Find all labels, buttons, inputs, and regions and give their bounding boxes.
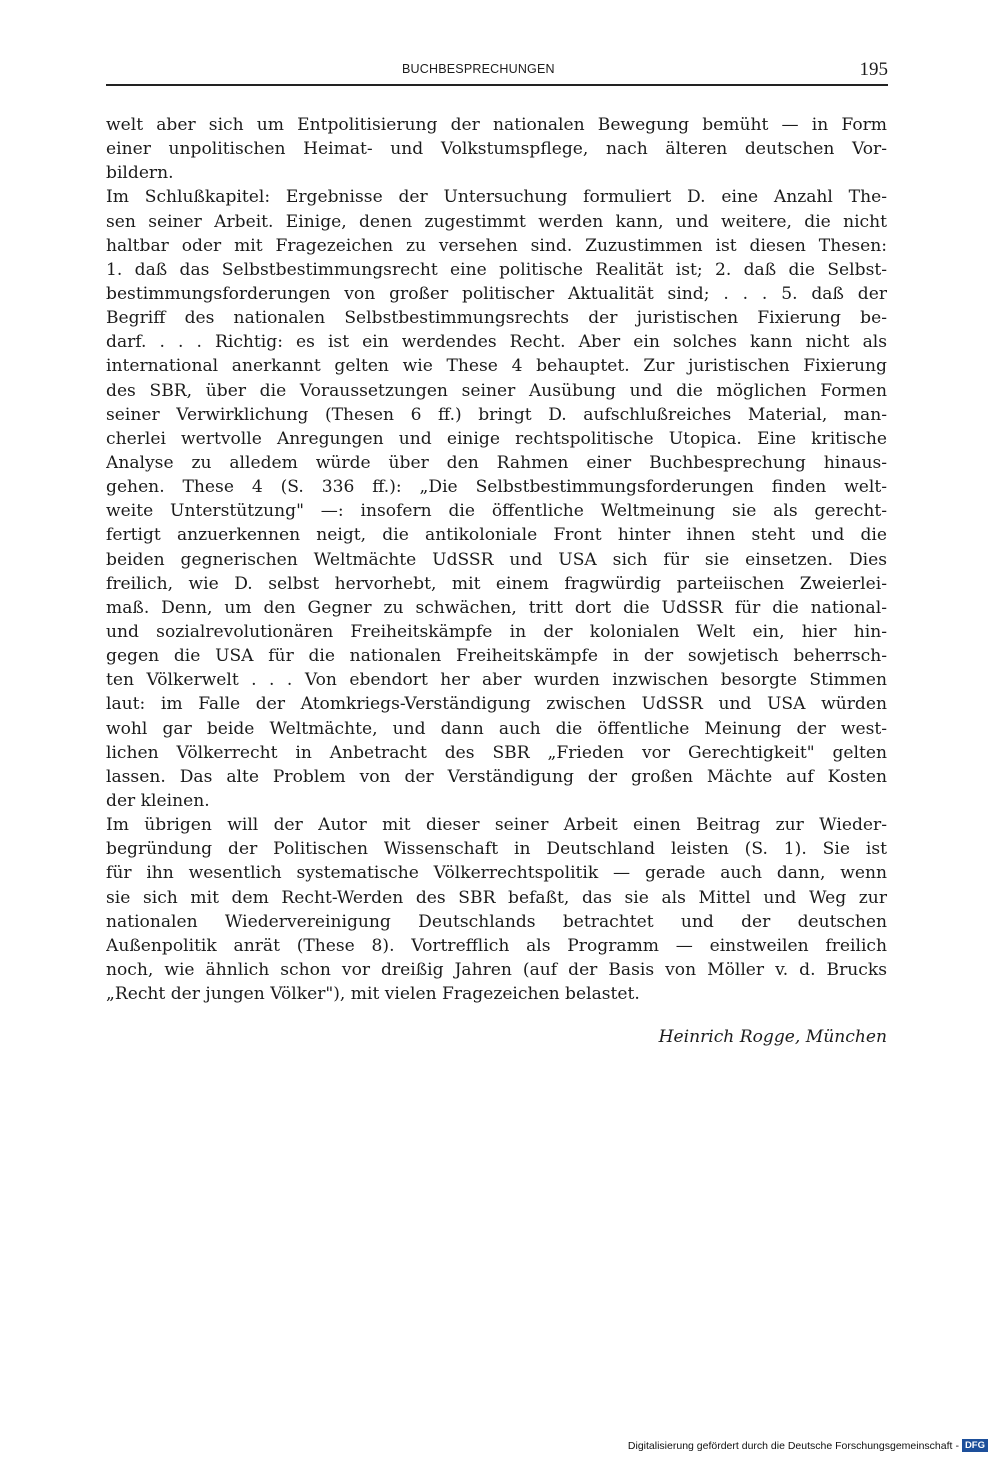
text-line: bestimmungsforderungen von großer politischer Aktualität sind; . . . 5. daß der bbox=[106, 283, 887, 304]
text-line: der kleinen. bbox=[106, 790, 210, 811]
dfg-logo-icon: DFG bbox=[962, 1439, 988, 1452]
digitization-footer bbox=[628, 1439, 988, 1452]
footer-credit-text: Digitalisierung gefördert durch die Deutsche Forschungsgemeinschaft bbox=[627, 1439, 953, 1452]
text-line: für ihn wesentlich systematische Völkerrechtspolitik — gerade auch dann, wenn bbox=[106, 863, 887, 884]
page-number: 195 bbox=[859, 59, 888, 80]
text-line: und sozialrevolutionären Freiheitskämpfe in der kolonialen Welt ein, hier hin- bbox=[106, 621, 887, 642]
page-header bbox=[106, 60, 888, 86]
footer-dash: - bbox=[955, 1439, 959, 1452]
text-line: sie sich mit dem Recht-Werden des SBR befaßt, das sie als Mittel und Weg zur bbox=[106, 887, 887, 908]
text-line: 1. daß das Selbstbestimmungsrecht eine politische Realität ist; 2. daß die Selbst- bbox=[106, 259, 887, 280]
text-line: beiden gegnerischen Weltmächte UdSSR und USA sich für sie einsetzen. Dies bbox=[106, 549, 887, 570]
text-line: wohl gar beide Weltmächte, und dann auch die öffentliche Meinung der west- bbox=[106, 718, 887, 739]
text-line: fertigt anzuerkennen neigt, die antikoloniale Front hinter ihnen steht und die bbox=[106, 525, 887, 546]
text-line: Begriff des nationalen Selbstbestimmungsrechts der juristischen Fixierung be- bbox=[106, 308, 887, 329]
text-line: maß. Denn, um den Gegner zu schwächen, tritt dort die UdSSR für die national- bbox=[106, 597, 887, 618]
text-line: seiner Verwirklichung (Thesen 6 ff.) bringt D. aufschlußreiches Material, man- bbox=[106, 404, 887, 425]
running-head: BUCHBESPRECHUNGEN bbox=[402, 62, 555, 76]
text-line: lichen Völkerrecht in Anbetracht des SBR „Frieden vor Gerechtigkeit" gelten bbox=[106, 742, 887, 763]
text-line: ten Völkerwelt . . . Von ebendort her aber wurden inzwischen besorgte Stimmen bbox=[106, 670, 887, 691]
text-line: haltbar oder mit Fragezeichen zu versehen sind. Zuzustimmen ist diesen Thesen: bbox=[106, 235, 887, 256]
text-line: noch, wie ähnlich schon vor dreißig Jahren (auf der Basis von Möller v. d. Brucks bbox=[106, 959, 887, 980]
text-line: international anerkannt gelten wie These 4 behauptet. Zur juristischen Fixierung bbox=[106, 356, 887, 377]
text-line: cherlei wertvolle Anregungen und einige rechtspolitische Utopica. Eine kritische bbox=[106, 428, 887, 449]
reviewer-byline: Heinrich Rogge, München bbox=[658, 1027, 887, 1047]
text-line: des SBR, über die Voraussetzungen seiner Ausübung und die möglichen Formen bbox=[106, 380, 887, 401]
text-line: gegen die USA für die nationalen Freiheitskämpfe in der sowjetisch beherrsch- bbox=[106, 646, 887, 667]
text-line: gehen. These 4 (S. 336 ff.): „Die Selbstbestimmungsforderungen finden welt- bbox=[106, 477, 887, 498]
text-line: Im Schlußkapitel: Ergebnisse der Untersuchung formuliert D. eine Anzahl The- bbox=[106, 187, 887, 208]
text-line: darf. . . . Richtig: es ist ein werdendes Recht. Aber ein solches kann nicht als bbox=[106, 332, 887, 353]
text-line: welt aber sich um Entpolitisierung der nationalen Bewegung bemüht — in Form bbox=[106, 115, 887, 135]
text-line: begründung der Politischen Wissenschaft in Deutschland leisten (S. 1). Sie ist bbox=[106, 839, 887, 860]
text-line: laut: im Falle der Atomkriegs-Verständigung zwischen UdSSR und USA würden bbox=[106, 694, 887, 715]
text-line: freilich, wie D. selbst hervorhebt, mit einem fragwürdig parteiischen Zweierlei- bbox=[106, 573, 887, 594]
text-line: sen seiner Arbeit. Einige, denen zugestimmt werden kann, und weitere, die nicht bbox=[106, 211, 887, 232]
text-line: „Recht der jungen Völker"), mit vielen Fragezeichen belastet. bbox=[106, 984, 640, 1005]
text-line: Analyse zu alledem würde über den Rahmen einer Buchbesprechung hinaus- bbox=[106, 452, 887, 473]
text-line: nationalen Wiedervereinigung Deutschlands betrachtet und der deutschen bbox=[106, 911, 887, 932]
text-line: einer unpolitischen Heimat- und Volkstumspflege, nach älteren deutschen Vor- bbox=[106, 139, 887, 160]
review-body-text bbox=[106, 113, 887, 1006]
text-line: weite Unterstützung" —: insofern die öffentliche Weltmeinung sie als gerecht- bbox=[106, 501, 887, 522]
text-line: Im übrigen will der Autor mit dieser seiner Arbeit einen Beitrag zur Wieder- bbox=[106, 815, 887, 836]
text-line: bildern. bbox=[106, 163, 174, 184]
text-line: Außenpolitik anrät (These 8). Vortrefflich als Programm — einstweilen freilich bbox=[106, 935, 887, 956]
text-line: lassen. Das alte Problem von der Verständigung der großen Mächte auf Kosten bbox=[106, 766, 887, 787]
